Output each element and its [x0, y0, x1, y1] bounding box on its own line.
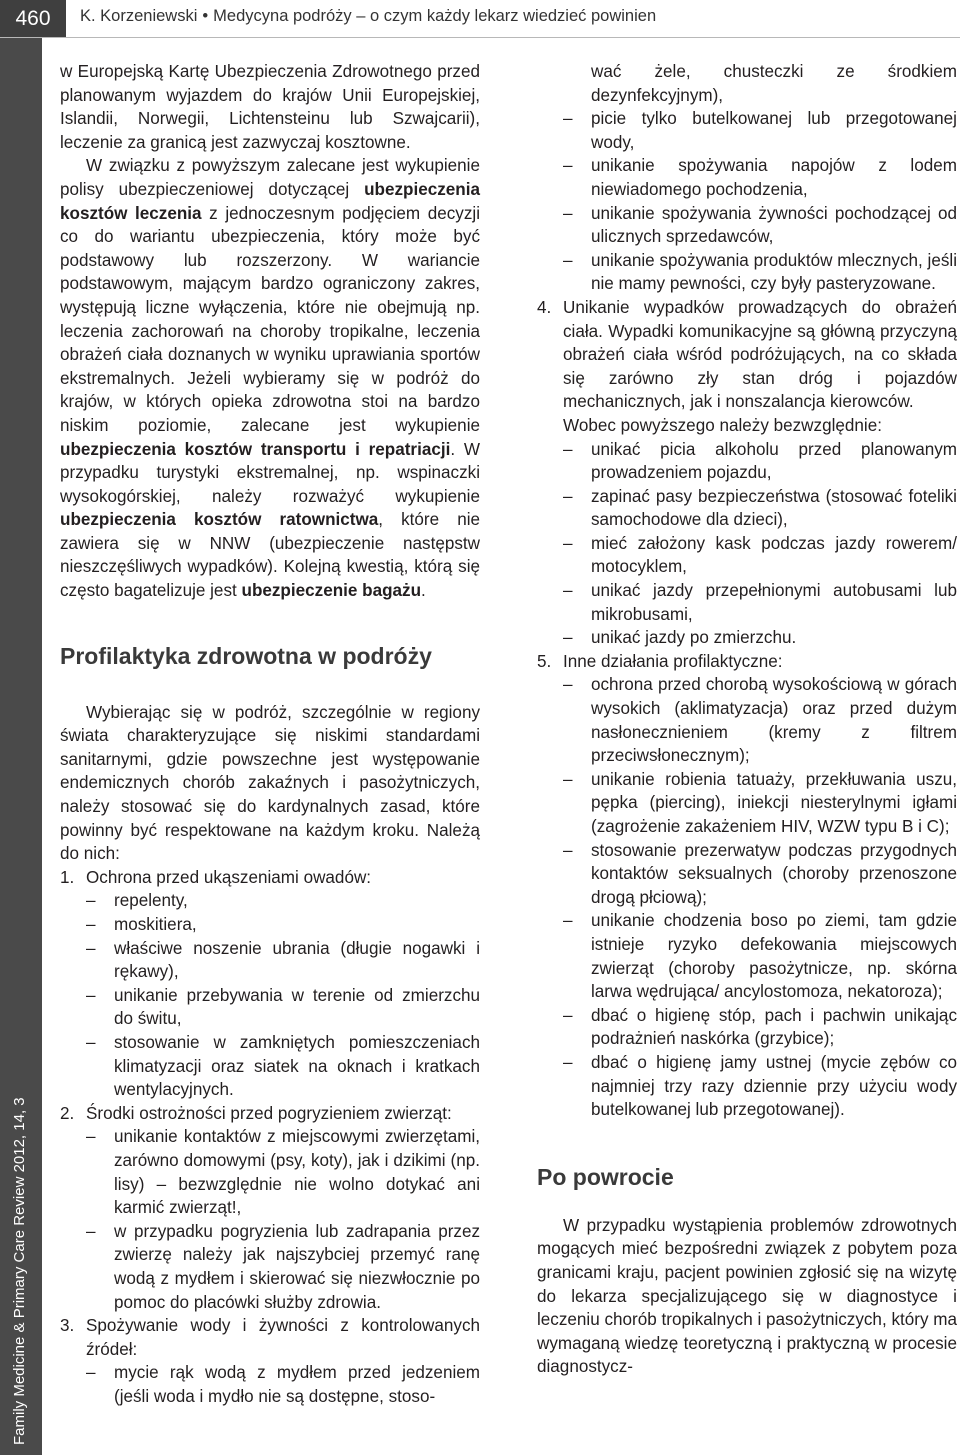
page-header	[0, 0, 960, 38]
list-item: 2. Środki ostrożności przed pogryzieniem zwierząt:	[60, 1103, 452, 1123]
list-item: – dbać o higienę jamy ustnej (mycie zębów co najmniej trzy razy dziennie przy użyciu wody butelkowanej lub przegotowanej).	[563, 1052, 957, 1120]
list-item: – unikać jazdy po zmierzchu.	[563, 628, 797, 648]
list-item: – zapinać pasy bezpieczeństwa (stosować foteliki samochodowe dla dzieci),	[563, 486, 957, 530]
paragraph-insurance: W związku z powyższym zalecane jest wykupienie polisy ubezpieczeniowej dotyczącej ubezpieczenia kosztów leczenia z jednoczesnym podjęciem decyzji co do wariantu ubezpieczenia, który może być podstawowy lub rozszerzony. W wariancie podstawowym, mającym bardzo ograniczony zakres, występują liczne wyłączenia, które nie obejmują np. leczenia zachorowań na choroby tropikalne, leczenia obrażeń ciała doznanych w wyniku uprawiania sportów ekstremalnych. Jeżeli wybieramy się w podróż do krajów, w których opieka zdrowotna stoi na bardzo niskim poziomie, zalecane jest wykupienie ubezpieczenia kosztów transportu i repatriacji. W przypadku turystyki ekstremalnej, np. wspinaczki wysokogórskiej, należy rozważyć wykupienie ubezpieczenia kosztów ratownictwa, które nie zawiera się w NNW (ubezpieczenie następstw nieszczęśliwych wypadków). Kolejną kwestią, którą się często bagatelizuje jest ubezpieczenie bagażu.	[60, 156, 481, 601]
list-item: – unikanie kontaktów z miejscowymi zwierzętami, zarówno domowymi (psy, koty), jak i dzikimi (np. lisy) – bezwzględnie nie wolno dotykać ani karmić zwierząt!,	[86, 1127, 480, 1218]
left-column	[60, 60, 480, 1408]
list-item: – unikanie spożywania żywności pochodzącej od ulicznych sprzedawców,	[563, 203, 957, 247]
list-item: – unikanie robienia tatuaży, przekłuwania uszu, pępka (piercing), iniekcji niesterylnymi igłami (zagrożenie zakażeniem HIV, WZW typu B i C);	[563, 769, 957, 836]
list-item: – unikanie spożywania produktów mlecznych, jeśli nie mamy pewności, czy były pasteryzowane.	[563, 250, 957, 294]
list-item: 4. Unikanie wypadków prowadzących do obrażeń ciała. Wypadki komunikacyjne są główną przyczyną obrażeń ciała wśród podróżujących, na co składa się zarówno zły stan dróg i pojazdów mechanicznych, jak i nonszalancja kierowców.	[537, 297, 957, 412]
list-item: – stosowanie prezerwatyw podczas przygodnych kontaktów seksualnych (choroby przenoszone drogą płciową);	[563, 840, 957, 907]
list-item: – repelenty,	[86, 891, 188, 911]
list-item: – właściwe noszenie ubrania (długie nogawki i rękawy),	[86, 938, 480, 982]
paragraph-return: W przypadku wystąpienia problemów zdrowotnych mogących mieć bezpośredni związek z pobytem poza granicami kraju, pacjent powinien zgłosić się na wizytę do lekarza specjalizującego się w diagnostyce i leczeniu chorób tropikalnych i pasożytniczych, który ma wymaganą wiedzę teoretyczną i praktyczną w procesie diagnostycz-	[537, 1215, 957, 1377]
list-item: – ochrona przed chorobą wysokościową w górach wysokich (aklimatyzacja) oraz przed dużym nasłonecznieniem (kremy z filtrem przeciwsłonecznym);	[563, 675, 957, 766]
list-item: – moskitiera,	[86, 915, 197, 934]
list-item: – mycie rąk wodą z mydłem przed jedzeniem (jeśli woda i mydło nie są dostępne, stoso-	[86, 1363, 480, 1406]
section-heading-prevention: Profilaktyka zdrowotna w podróży	[60, 642, 432, 669]
bold-term: ubezpieczenie bagażu	[241, 581, 422, 601]
list-item: – picie tylko butelkowanej lub przegotowanej wody,	[563, 109, 957, 152]
list-item: 5. Inne działania profilaktyczne:	[537, 651, 783, 671]
list-item: 3. Spożywanie wody i żywności z kontrolowanych źródeł:	[60, 1316, 480, 1359]
list-item: 1. Ochrona przed ukąszeniami owadów:	[60, 867, 372, 887]
bold-term: ubezpieczenia kosztów leczenia	[60, 179, 480, 223]
list-item: – mieć założony kask podczas jazdy rowerem/ motocyklem,	[563, 533, 957, 577]
list-item: – unikanie przebywania w terenie od zmierzchu do świtu,	[86, 985, 480, 1029]
paragraph-insurance-intro: w Europejską Kartę Ubezpieczenia Zdrowotnego przed planowanym wyjazdem do krajów Unii Europejskiej, Islandii, Norwegii, Lichtensteinu lub Szwajcarii), leczenie za granicą jest zazwyczaj kosztowne.	[60, 62, 480, 152]
running-head	[80, 7, 656, 26]
section-heading-return: Po powrocie	[537, 1163, 674, 1190]
list-item: – unikanie spożywania napojów z lodem niewiadomego pochodzenia,	[563, 156, 957, 199]
bold-term: ubezpieczenia kosztów transportu i repatriacji	[60, 439, 451, 459]
journal-citation: Family Medicine & Primary Care Review 2012, 14, 3	[11, 1097, 28, 1445]
page-number: 460	[0, 0, 66, 37]
paragraph-prevention-intro: Wybierając się w podróż, szczególnie w regiony świata charakteryzujące się niskimi standardami sanitarnymi, gdzie powszechne jest występowanie endemicznych chorób zakaźnych i pasożytniczych, należy stosować się do kardynalnych zasad, które powinny być respektowane na każdym kroku. Należą do nich:	[60, 702, 480, 864]
bullet-separator: •	[202, 7, 209, 25]
list-item-continuation: wać żele, chusteczki ze środkiem dezynfekcyjnym),	[591, 62, 957, 105]
list-item: – stosowanie w zamkniętych pomieszczeniach klimatyzacji oraz siatek na oknach i kratkach wentylacyjnych.	[86, 1032, 480, 1100]
list-item: – unikanie chodzenia boso po ziemi, tam gdzie istnieje ryzyko defekowania miejscowych zwierząt (choroby pasożytnicze, np. skórna larwa wędrująca/ ancylostomoza, nekatoroza);	[563, 911, 957, 1002]
list-item: – unikać jazdy przepełnionymi autobusami lub mikrobusami,	[563, 581, 957, 624]
right-column	[537, 60, 957, 1379]
list-item: – w przypadku pogryzienia lub zadrapania przez zwierzę należy jak najszybciej przemyć ranę wodą z mydłem i skierować się niezwłocznie po pomoc do placówki służby zdrowia.	[86, 1221, 480, 1312]
list-item-subhead: Wobec powyższego należy bezwzględnie:	[563, 415, 882, 435]
bold-term: ubezpieczenia kosztów ratownictwa	[60, 510, 379, 530]
list-item: – dbać o higienę stóp, pach i pachwin unikając podrażnień naskórka (grzybice);	[563, 1005, 957, 1049]
running-head-title: Medycyna podróży – o czym każdy lekarz wiedzieć powinien	[213, 7, 657, 25]
running-head-authors: K. Korzeniewski	[80, 7, 198, 25]
list-item: – unikać picia alkoholu przed planowanym prowadzeniem pojazdu,	[563, 439, 957, 483]
